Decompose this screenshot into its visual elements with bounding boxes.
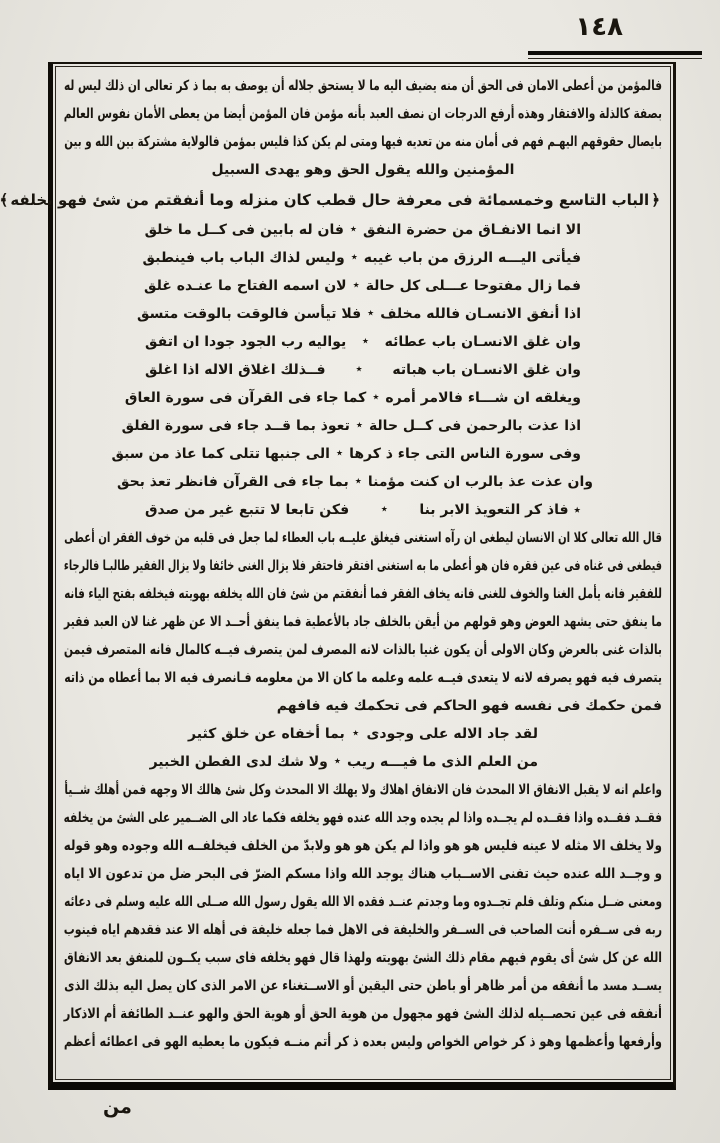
hemistich-left: الى جنبها تتلى كما عاذ من سبق [111, 446, 330, 462]
verse-separator-icon: ٭ [380, 502, 388, 517]
hemistich-left: بما جاء فى القرآن فانظر تعذ بحق [116, 474, 349, 490]
verse-line [145, 356, 581, 384]
verse-line [145, 216, 581, 244]
verse-separator-icon: ٭ [352, 726, 360, 741]
hemistich-left: ولا شك لدى الفطن الخبير [149, 754, 328, 770]
hemistich-left: فــذلك اغلاق الاله اذا اغلق [145, 362, 326, 378]
ornament-bracket-icon: ﴾ [0, 191, 9, 209]
verse-separator-icon: ٭ [354, 474, 362, 489]
verse-separator-icon: ٭ [349, 222, 357, 237]
hemistich-right: فما زال مفتوحا عـــلى كل حالة [365, 278, 581, 294]
verse-separator-icon: ٭ [355, 362, 363, 377]
text-line: ولا يخلف الا مثله لا عينه فليس هو هو واذا لم يكن هو هو ولابدّ من الخلف فيخلفــه الله وجوده وهو قوله [63, 838, 662, 854]
hemistich-left: فكن تابعا لا تتبع غير من صدق [145, 502, 350, 518]
text-line: ما ينفق حتى يشهد العوض وهو قولهم من أيقن بالخلف جاد بالأعطية فما ينفق أحــد الا عن ظهر غنا لان العبد فقير [64, 614, 662, 630]
hemistich-right: فيأتى اليـــه الرزق من باب غيبه [363, 250, 581, 266]
hemistich-right: لقد جاد الاله على وجودى [366, 726, 538, 742]
verse-line [188, 720, 538, 748]
verse-separator-icon: ٭ [361, 334, 369, 349]
catchword: من [103, 1096, 132, 1118]
hemistich-left: فان له بابين فى كــل ما خلق [144, 222, 344, 238]
verse-separator-icon: ٭ [367, 306, 375, 321]
hemistich-left: وليس لذاك الباب باب فينطبق [142, 250, 345, 266]
verse-separator-icon: ٭ [355, 418, 363, 433]
hemistich-left: تعوذ بما قــد جاء فى سورة الفلق [121, 418, 350, 434]
hemistich-left: كما جاء فى القرآن فى سورة العاق [124, 390, 367, 406]
verse-line [111, 440, 581, 468]
text-line: بايصال حقوقهم اليهـم فهم فى أمان منه من تعديه فيها ومتى لم يكن كذا فليس بمؤمن فالولاية مشتركة بين الله و بين [64, 134, 662, 150]
hemistich-right: ويغلقه ان شـــاء فالامر أمره [385, 390, 581, 406]
verse-line [137, 300, 581, 328]
verse-line [116, 468, 593, 496]
text-line: المؤمنين والله يقول الحق وهو يهدى السبيل [211, 162, 515, 178]
hemistich-left: فلا تيأسن فالوقت بالوقت متسق [137, 306, 362, 322]
verse-line [142, 244, 581, 272]
verse-separator-icon: ٭ [352, 278, 360, 293]
verse-line [145, 496, 581, 524]
text-line: ومعنى ضــل منكم وتلف فلم تجــدوه وما وجدتم عنــد فقده الا الله يقول رسول الله صــلى الله عليه وسلم فى دعائه [64, 894, 662, 910]
hemistich-left: يواليه رب الجود جودا ان اتفق [145, 334, 347, 350]
text-line: يتصرف فيه فهو يصرفه لانه لا يتعدى فيــه علمه وعلمه ما كان الا من معلومه فـانصرف فيه الا بما أعطاه من ذاته [64, 670, 662, 686]
verse-separator-icon: ٭ [333, 754, 341, 769]
text-line: يســد مسد ما أنفقه من أمر ظاهر أو باطن حتى اليقين أو الاســتغناء عن الامر الذى كان يصل اليه بذلك الذى [64, 978, 662, 994]
verse-line [149, 748, 538, 776]
verse-separator-icon: ٭ [335, 446, 344, 461]
text-line: واعلم انه لا يقبل الانفاق الا المحدث فان الانفاق اهلاك ولا يهلك الا المحدث وكل شئ هالك الا وجهه فمن أهلك شــيأ [64, 782, 662, 798]
verse-line [145, 272, 581, 300]
text-line: فيطغى فى غناه فى عين فقره فان هو أعطى ما به استغنى افتقر فاحتقر فلا يزال الغنى خائفا ولا يزال الفقير طالبـا فالرجاء [63, 558, 662, 574]
page-number-rule [528, 51, 702, 59]
text-line: فالمؤمن من أعطى الامان فى الحق أن منه يضيف اليه ما لا يستحق جلاله أن يوصف به بما ذ كر تعالى ان ذلك ليس له [63, 78, 663, 94]
hemistich-right: من العلم الذى ما فيـــه ريب [346, 754, 538, 770]
text-line: وأرفعها وأعظمها وهو ذ كر خواص الخواص وليس بعده ذ كر أتم منــه فيكون ما يعطيه الهو فى اعطائه أعظم [63, 1034, 663, 1050]
hemistich-left: لان اسمه الفتاح ما عنـده غلق [143, 278, 347, 294]
text-line: قال الله تعالى كلا ان الانسان ليطغى ان رآه استغنى فيغلق عليــه باب العطاء لما جعل فى قلبه من خوف الفقر ان أعطى [64, 530, 662, 546]
text-line: الله عن كل شئ أى يقوم فيهم مقام ذلك الشئ بهويته ولهذا قال فهو يخلفه فاى سبب يكــون للمنفق بعد الانفاق [64, 950, 662, 966]
chapter-heading [0, 184, 662, 216]
chapter-title: الباب التاسع وخمسمائة فى معرفة حال قطب كان منزله وما أنفقتم من شئ فهو يخلفه [10, 191, 650, 209]
text-line: ربه فى ســفره أنت الصاحب فى الســفر والخليفة فى الاهل فما جعله خليفة فى أهله الا عند فقدهم اياه فينوب [63, 922, 663, 938]
text-line: و وجــد الله عنده حيث تفنى الاســباب هناك يوجد الله واذا مسكم الضرّ فى البحر ضل من تدعون الا اياه [64, 866, 663, 882]
page-number: ١٤٨ [575, 12, 623, 42]
ornament-bracket-icon: ﴿ [651, 191, 660, 209]
hemistich-right: ٭ فاذ كر التعويذ الابر بنا [419, 502, 581, 518]
text-frame-border [0, 62, 676, 1090]
text-frame [0, 66, 671, 1080]
verse-line [124, 384, 581, 412]
hemistich-right: وان عذت عذ بالرب ان كنت مؤمنا [367, 474, 593, 490]
hemistich-right: وفى سورة الناس التى جاء ذ كرها [349, 446, 581, 462]
verse-separator-icon: ٭ [350, 250, 358, 265]
hemistich-right: اذا عذت بالرحمن فى كــل حالة [368, 418, 581, 434]
hemistich-right: اذا أنفق الانسـان فالله مخلف [380, 306, 581, 322]
verse-separator-icon: ٭ [372, 390, 380, 405]
hemistich-right: الا انما الانفـاق من حضرة النفق [363, 222, 581, 238]
verse-line [121, 412, 581, 440]
text-line: بصفة كالذلة والافتقار وهذه أرفع الدرجات ان نصف العبد بأنه مؤمن فان المؤمن أيضا من يعطى الأمان نفوس العالم [63, 106, 662, 122]
hemistich-right: وان غلق الانسـان باب هباته [392, 362, 581, 378]
text-line: أنفقه فى عين تحصــيله لذلك الشئ فهو مجهول من هوية الحق أو هوية الحق والهو عنــد الطائفة أم الاذكار [63, 1006, 662, 1022]
hemistich-left: بما أخفاه عن خلق كثير [188, 726, 345, 742]
text-line: بالذات غنى بالعرض وكان الاولى أن يكون غنيا بالذات لانه المصرف لمن يتصرف فيــه كالمال فانه المتصرف فيمن [63, 642, 662, 658]
hemistich-right: وان غلق الانسـان باب عطائه [384, 334, 581, 350]
text-line: للفقير فانه يأمل الغنا والخوف للغنى فانه يخاف الفقر فما أنفقتم من شئ فان الله يخلفه بهويته فيخلفه بفتح الياء فانه [64, 586, 663, 602]
text-line: فمن حكمك فى نفسه فهو الحاكم فى تحكمك فيه فافهم [276, 698, 662, 714]
verse-line [145, 328, 581, 356]
text-line: فقــد فقــده واذا فقــده لم يجــده واذا لم يجده وجد الله عنده فهو يخلفه فكما عاد الى الضــمير على الشئ من يخلفه [63, 810, 662, 826]
